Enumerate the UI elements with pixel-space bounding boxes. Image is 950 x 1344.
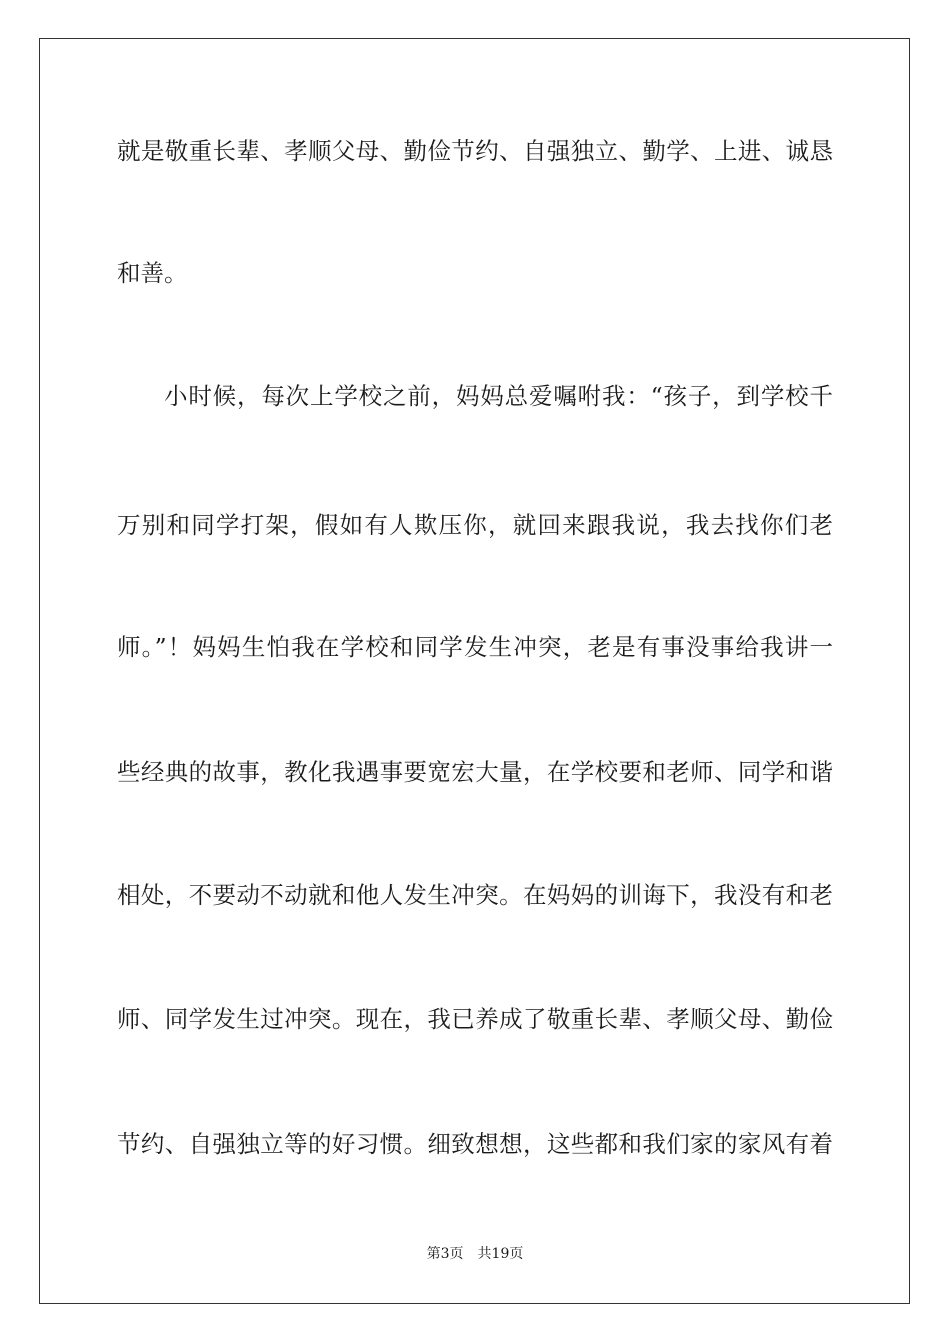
page-footer (0, 1244, 950, 1264)
page-border (39, 38, 910, 1304)
text-line: 万别和同学打架，假如有人欺压你，就回来跟我说，我去找你们老 (117, 511, 833, 539)
text-line: 些经典的故事，教化我遇事要宽宏大量，在学校要和老师、同学和谐 (117, 758, 833, 786)
text-line: 就是敬重长辈、孝顺父母、勤俭节约、自强独立、勤学、上进、诚恳 (117, 137, 833, 165)
text-line: 节约、自强独立等的好习惯。细致想想，这些都和我们家的家风有着 (117, 1130, 833, 1158)
page-number: 第3页 (426, 1246, 464, 1262)
text-line: 师。”！妈妈生怕我在学校和同学发生冲突，老是有事没事给我讲一 (117, 633, 833, 661)
page-total: 共19页 (477, 1246, 524, 1262)
text-line: 师、同学发生过冲突。现在，我已养成了敬重长辈、孝顺父母、勤俭 (117, 1005, 833, 1033)
paragraph-first-line: 小时候，每次上学校之前，妈妈总爱嘱咐我：“孩子，到学校千 (164, 382, 833, 410)
text-line: 和善。 (117, 259, 188, 287)
text-line: 相处，不要动不动就和他人发生冲突。在妈妈的训诲下，我没有和老 (117, 881, 833, 909)
